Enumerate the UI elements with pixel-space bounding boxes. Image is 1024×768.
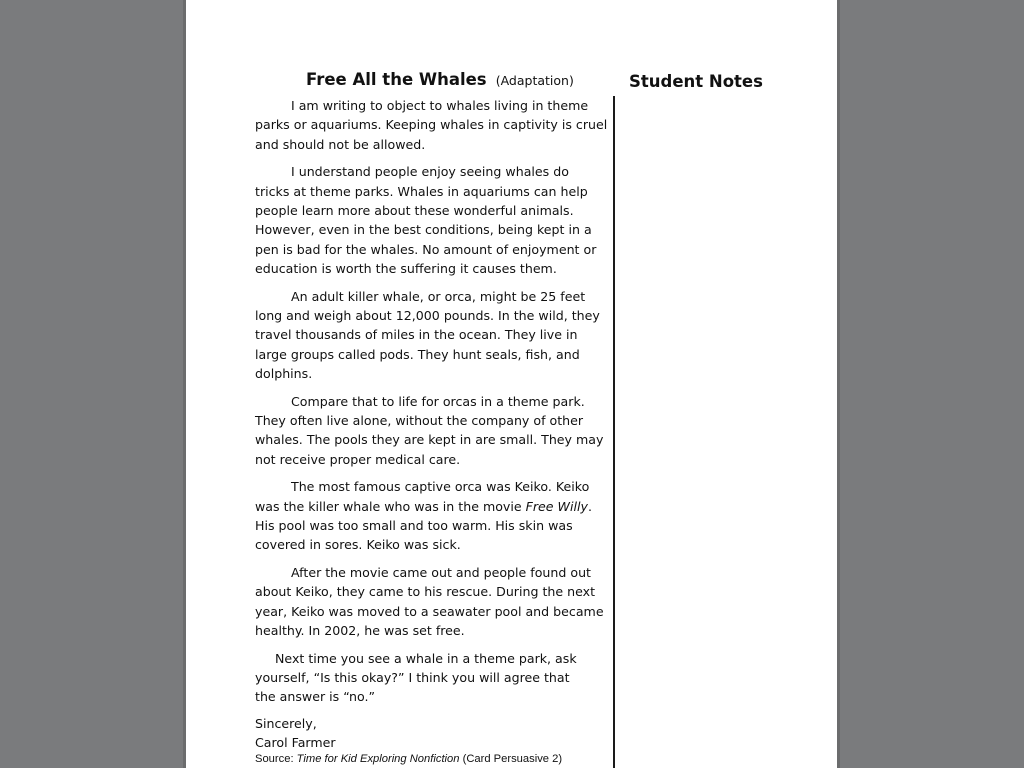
text-line: An adult killer whale, or orca, might be 25 feet bbox=[291, 288, 586, 304]
text-line: covered in sores. Keiko was sick. bbox=[255, 537, 461, 553]
text-line: dolphins. bbox=[255, 365, 313, 381]
text-line: whales. The pools they are kept in are small. They may bbox=[255, 432, 604, 448]
text-line: travel thousands of miles in the ocean. They live in bbox=[255, 327, 578, 343]
text-line: education is worth the suffering it causes them. bbox=[255, 260, 557, 276]
document-subtitle: (Adaptation) bbox=[495, 73, 574, 88]
letter-body bbox=[255, 96, 610, 753]
paragraph-1 bbox=[255, 96, 610, 154]
student-notes-heading: Student Notes bbox=[629, 72, 763, 91]
source-citation bbox=[255, 753, 562, 765]
text-line: and should not be allowed. bbox=[255, 136, 426, 152]
text-line bbox=[255, 497, 610, 516]
text-line: not receive proper medical care. bbox=[255, 451, 461, 467]
text-line: However, even in the best conditions, being kept in a bbox=[255, 222, 592, 238]
text-line: pen is bad for the whales. No amount of enjoyment or bbox=[255, 241, 597, 257]
text-line: I am writing to object to whales living in theme bbox=[291, 98, 589, 113]
text-line: healthy. In 2002, he was set free. bbox=[255, 622, 465, 638]
paragraph-7 bbox=[255, 649, 610, 707]
text-line: long and weigh about 12,000 pounds. In the wild, they bbox=[255, 307, 600, 323]
document-title: Free All the Whales bbox=[306, 70, 487, 89]
text-line: They often live alone, without the company of other bbox=[255, 412, 584, 428]
text-line: people learn more about these wonderful animals. bbox=[255, 202, 574, 218]
text-line: parks or aquariums. Keeping whales in captivity is cruel bbox=[255, 117, 608, 133]
letter-closing bbox=[255, 714, 610, 753]
text-segment: . bbox=[587, 498, 592, 514]
text-line: large groups called pods. They hunt seals, fish, and bbox=[255, 346, 580, 362]
paragraph-3 bbox=[255, 287, 610, 383]
text-line: I understand people enjoy seeing whales do bbox=[291, 164, 569, 180]
text-line: tricks at theme parks. Whales in aquariums can help bbox=[255, 183, 588, 199]
source-suffix: (Card Persuasive 2) bbox=[459, 753, 563, 765]
paragraph-4 bbox=[255, 392, 610, 469]
text-line: Compare that to life for orcas in a theme park. bbox=[291, 393, 585, 409]
column-divider bbox=[613, 96, 615, 768]
movie-title: Free Willy bbox=[525, 498, 588, 514]
source-publication: Time for Kid Exploring Nonfiction bbox=[296, 753, 460, 765]
document-title-row bbox=[306, 70, 574, 89]
paragraph-6 bbox=[255, 563, 610, 640]
text-line: After the movie came out and people found out bbox=[291, 565, 591, 581]
paragraph-5 bbox=[255, 477, 610, 554]
document-page bbox=[186, 0, 837, 768]
text-line: year, Keiko was moved to a seawater pool and became bbox=[255, 603, 604, 619]
text-line: yourself, “Is this okay?” I think you will agree that bbox=[255, 670, 570, 686]
source-prefix: Source: bbox=[255, 753, 297, 765]
text-line: the answer is “no.” bbox=[255, 689, 376, 705]
text-line: Next time you see a whale in a theme park, ask bbox=[275, 650, 577, 666]
closing-salutation: Sincerely, bbox=[255, 716, 317, 732]
text-line: about Keiko, they came to his rescue. During the next bbox=[255, 584, 596, 600]
text-segment: was the killer whale who was in the movie bbox=[255, 498, 526, 514]
text-line: His pool was too small and too warm. His skin was bbox=[255, 517, 573, 533]
text-line: The most famous captive orca was Keiko. Keiko bbox=[291, 479, 590, 495]
signature: Carol Farmer bbox=[255, 735, 336, 751]
paragraph-2 bbox=[255, 162, 610, 278]
